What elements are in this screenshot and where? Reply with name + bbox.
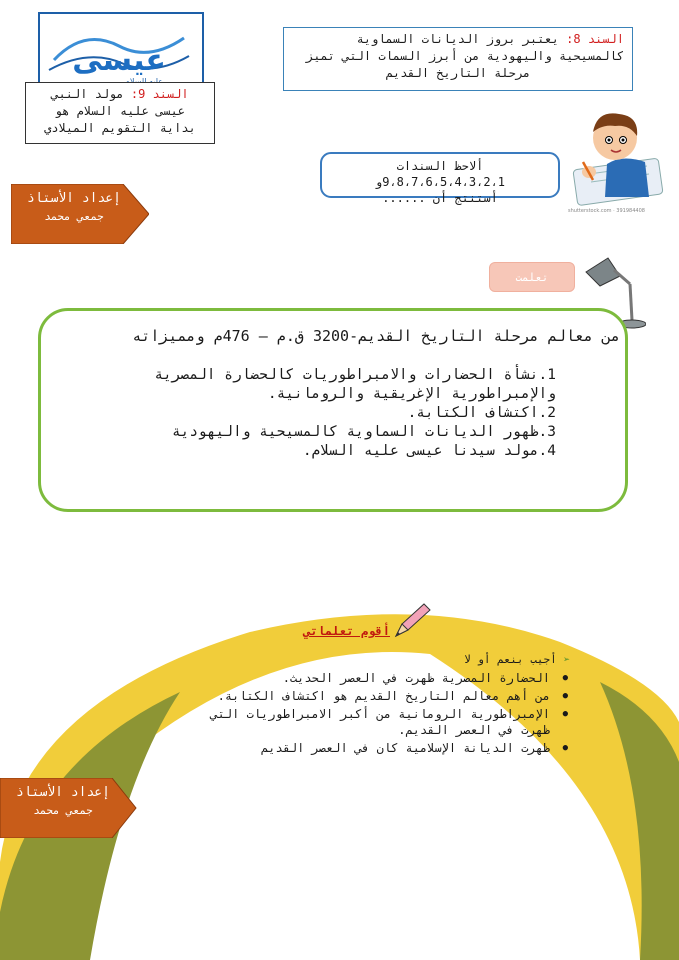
tag-role: إعداد الأستاذ (27, 191, 121, 206)
doc9-text-2: عيسى عليه السلام هو (54, 104, 186, 118)
tag-name: جمعي محمد (33, 804, 93, 817)
question-item-1: ● الحضارة المصرية ظهرت في العصر الحديث. (200, 670, 568, 686)
doc9-text-3: بداية التقويم الميلادي (44, 121, 196, 135)
teacher-tag-bottom (0, 778, 138, 838)
doc9-box (25, 82, 215, 144)
doc9-text-1: مولد النبي (51, 87, 131, 101)
doc8-text-1: يعتبر بروز الديانات السماوية (356, 32, 567, 46)
instruction-line (420, 653, 570, 666)
observation-line-2: أستنتج أن ...... (382, 191, 498, 205)
features-title: من معالم مرحلة التاريخ القديم-3200 ق.م – 476م ومميزاته (132, 327, 620, 345)
doc8-line-1 (292, 31, 624, 48)
tag-role: إعداد الأستاذ (16, 785, 110, 800)
instruction-text: أجيب بنعم أو لا (464, 653, 557, 666)
pencil-icon (392, 600, 434, 640)
questions-list (200, 670, 568, 758)
teacher-tag-top (11, 184, 149, 244)
doc8-text-3: مرحلة التاريخ القديم (385, 66, 531, 80)
stock-watermark: shutterstock.com · 391984408 (568, 208, 645, 214)
doc8-box (283, 27, 633, 91)
question-item-2: ● من أهم معالم التاريخ القديم هو اكتشاف الكتابة. (200, 688, 568, 704)
question-item-3: ● الإمبراطورية الرومانية من أكبر الامبراطوريات التي ظهرت في العصر القديم. (200, 706, 568, 738)
feature-item-3: 3.ظهور الديانات السماوية كالمسيحية واليهودية (171, 424, 556, 440)
learned-button[interactable]: تعلمت (489, 262, 575, 292)
tag-name: جمعي محمد (44, 210, 104, 223)
assess-title: أقوم تعلماتي (303, 624, 390, 638)
logo-title: عيسى (72, 43, 166, 78)
check-arrow-icon: ➢ (563, 653, 570, 666)
doc9-line-1 (32, 86, 208, 103)
student-writing-illustration (567, 102, 667, 212)
doc8-label: السند 8: (566, 32, 624, 46)
isa-logo (44, 18, 194, 88)
question-item-4: ● ظهرت الديانة الإسلامية كان في العصر القديم (200, 740, 568, 756)
observation-box (320, 152, 560, 205)
doc9-label: السند 9: (130, 87, 189, 101)
doc8-text-2: كالمسيحية واليهودية من أبرز السمات التي تميز (306, 49, 624, 63)
feature-item-4: 4.مولد سيدنا عيسى عليه السلام. (302, 443, 556, 459)
observation-line-1: ألاحظ السندات 9،8،7،6،5،4،3،2،1و (374, 159, 506, 189)
feature-item-2: 2.اكتشاف الكتابة. (407, 405, 556, 421)
features-list (60, 366, 556, 461)
feature-item-1: 1.نشأة الحضارات والامبراطوريات كالحضارة المصرية والإمبراطورية الإغريقية والرومانية. (154, 367, 556, 402)
